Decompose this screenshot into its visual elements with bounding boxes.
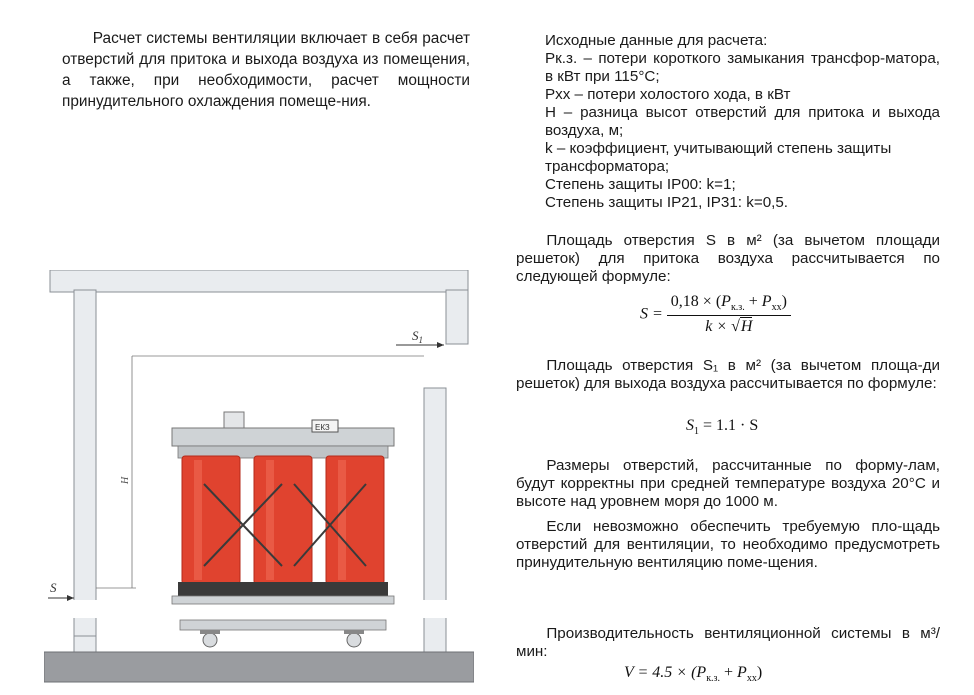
intro-text: Расчет системы вентиляции включает в себя расчет отверстий для притока и выхода воздуха из помещения, а также, при необходимости, расчет мощности принудительного охлаждения помеще-ния. (62, 30, 470, 110)
outlet-area-paragraph (516, 357, 940, 393)
capacity-text: Производительность вентиляционной системы в м³/мин: (516, 625, 940, 660)
left-wall-base (74, 636, 96, 652)
input-item-k: k – коэффициент, учитывающий степень защиты трансформатора; (545, 140, 892, 175)
forced-ventilation-text: Если невозможно обеспечить требуемую пло-щадь отверстий для вентиляции, то необходимо предусмотреть принудительную вентиляцию поме-щения. (516, 518, 940, 571)
label-s: S (50, 580, 57, 595)
floor-slab (44, 652, 474, 682)
outlet-area-text: Площадь отверстия S₁ в м² (за вычетом площа-ди решеток) для выхода воздуха рассчитывается по формуле: (516, 357, 940, 392)
forced-ventilation-paragraph (516, 518, 940, 572)
formula-s1: $S_1 = 1.1 \cdot S$ (686, 417, 759, 438)
ventilation-diagram (44, 270, 474, 690)
input-item-h: Н – разница высот отверстий для притока и выхода воздуха, м; (545, 104, 940, 139)
left-wall (74, 290, 96, 650)
input-item-ip21: Степень защиты IP21, IP31: k=0,5. (545, 194, 789, 211)
formula-v: $V = 4.5 \times (P_{к.з.} + P_{хх})$ (624, 664, 763, 685)
input-item-pxx: Рхх – потери холостого хода, в кВт (545, 86, 791, 103)
right-wall-top (446, 290, 468, 344)
inlet-area-paragraph (516, 232, 940, 286)
label-h: H (120, 476, 131, 484)
intro-paragraph (62, 28, 470, 112)
formula-s: S = $\frac{0,18 \times (P_{к.з.} + P_{хх})}{k \times √H}$ (640, 293, 791, 336)
coil-left (182, 456, 240, 584)
input-data-block (545, 32, 940, 212)
capacity-paragraph (516, 625, 940, 661)
sizes-paragraph (516, 457, 940, 511)
input-heading: Исходные данные для расчета: (545, 32, 768, 49)
inlet-area-text: Площадь отверстия S в м² (за вычетом площади решеток) для притока воздуха рассчитывается по следующей формуле: (516, 232, 940, 285)
label-s1: $S_1$ (412, 328, 423, 345)
coil-middle (254, 456, 312, 584)
svg-text:ЕКЗ: ЕКЗ (315, 423, 330, 432)
ceiling-wall (50, 270, 468, 292)
input-item-ip00: Степень защиты IP00: k=1; (545, 176, 736, 193)
input-item-pkz: Рк.з. – потери короткого замыкания трансфор-матора, в кВт при 115°С; (545, 50, 940, 85)
sizes-text: Размеры отверстий, рассчитанные по форму-лам, будут корректны при средней температуре воздуха 20°С и высоте над уровнем моря до 1000 м. (516, 457, 940, 510)
